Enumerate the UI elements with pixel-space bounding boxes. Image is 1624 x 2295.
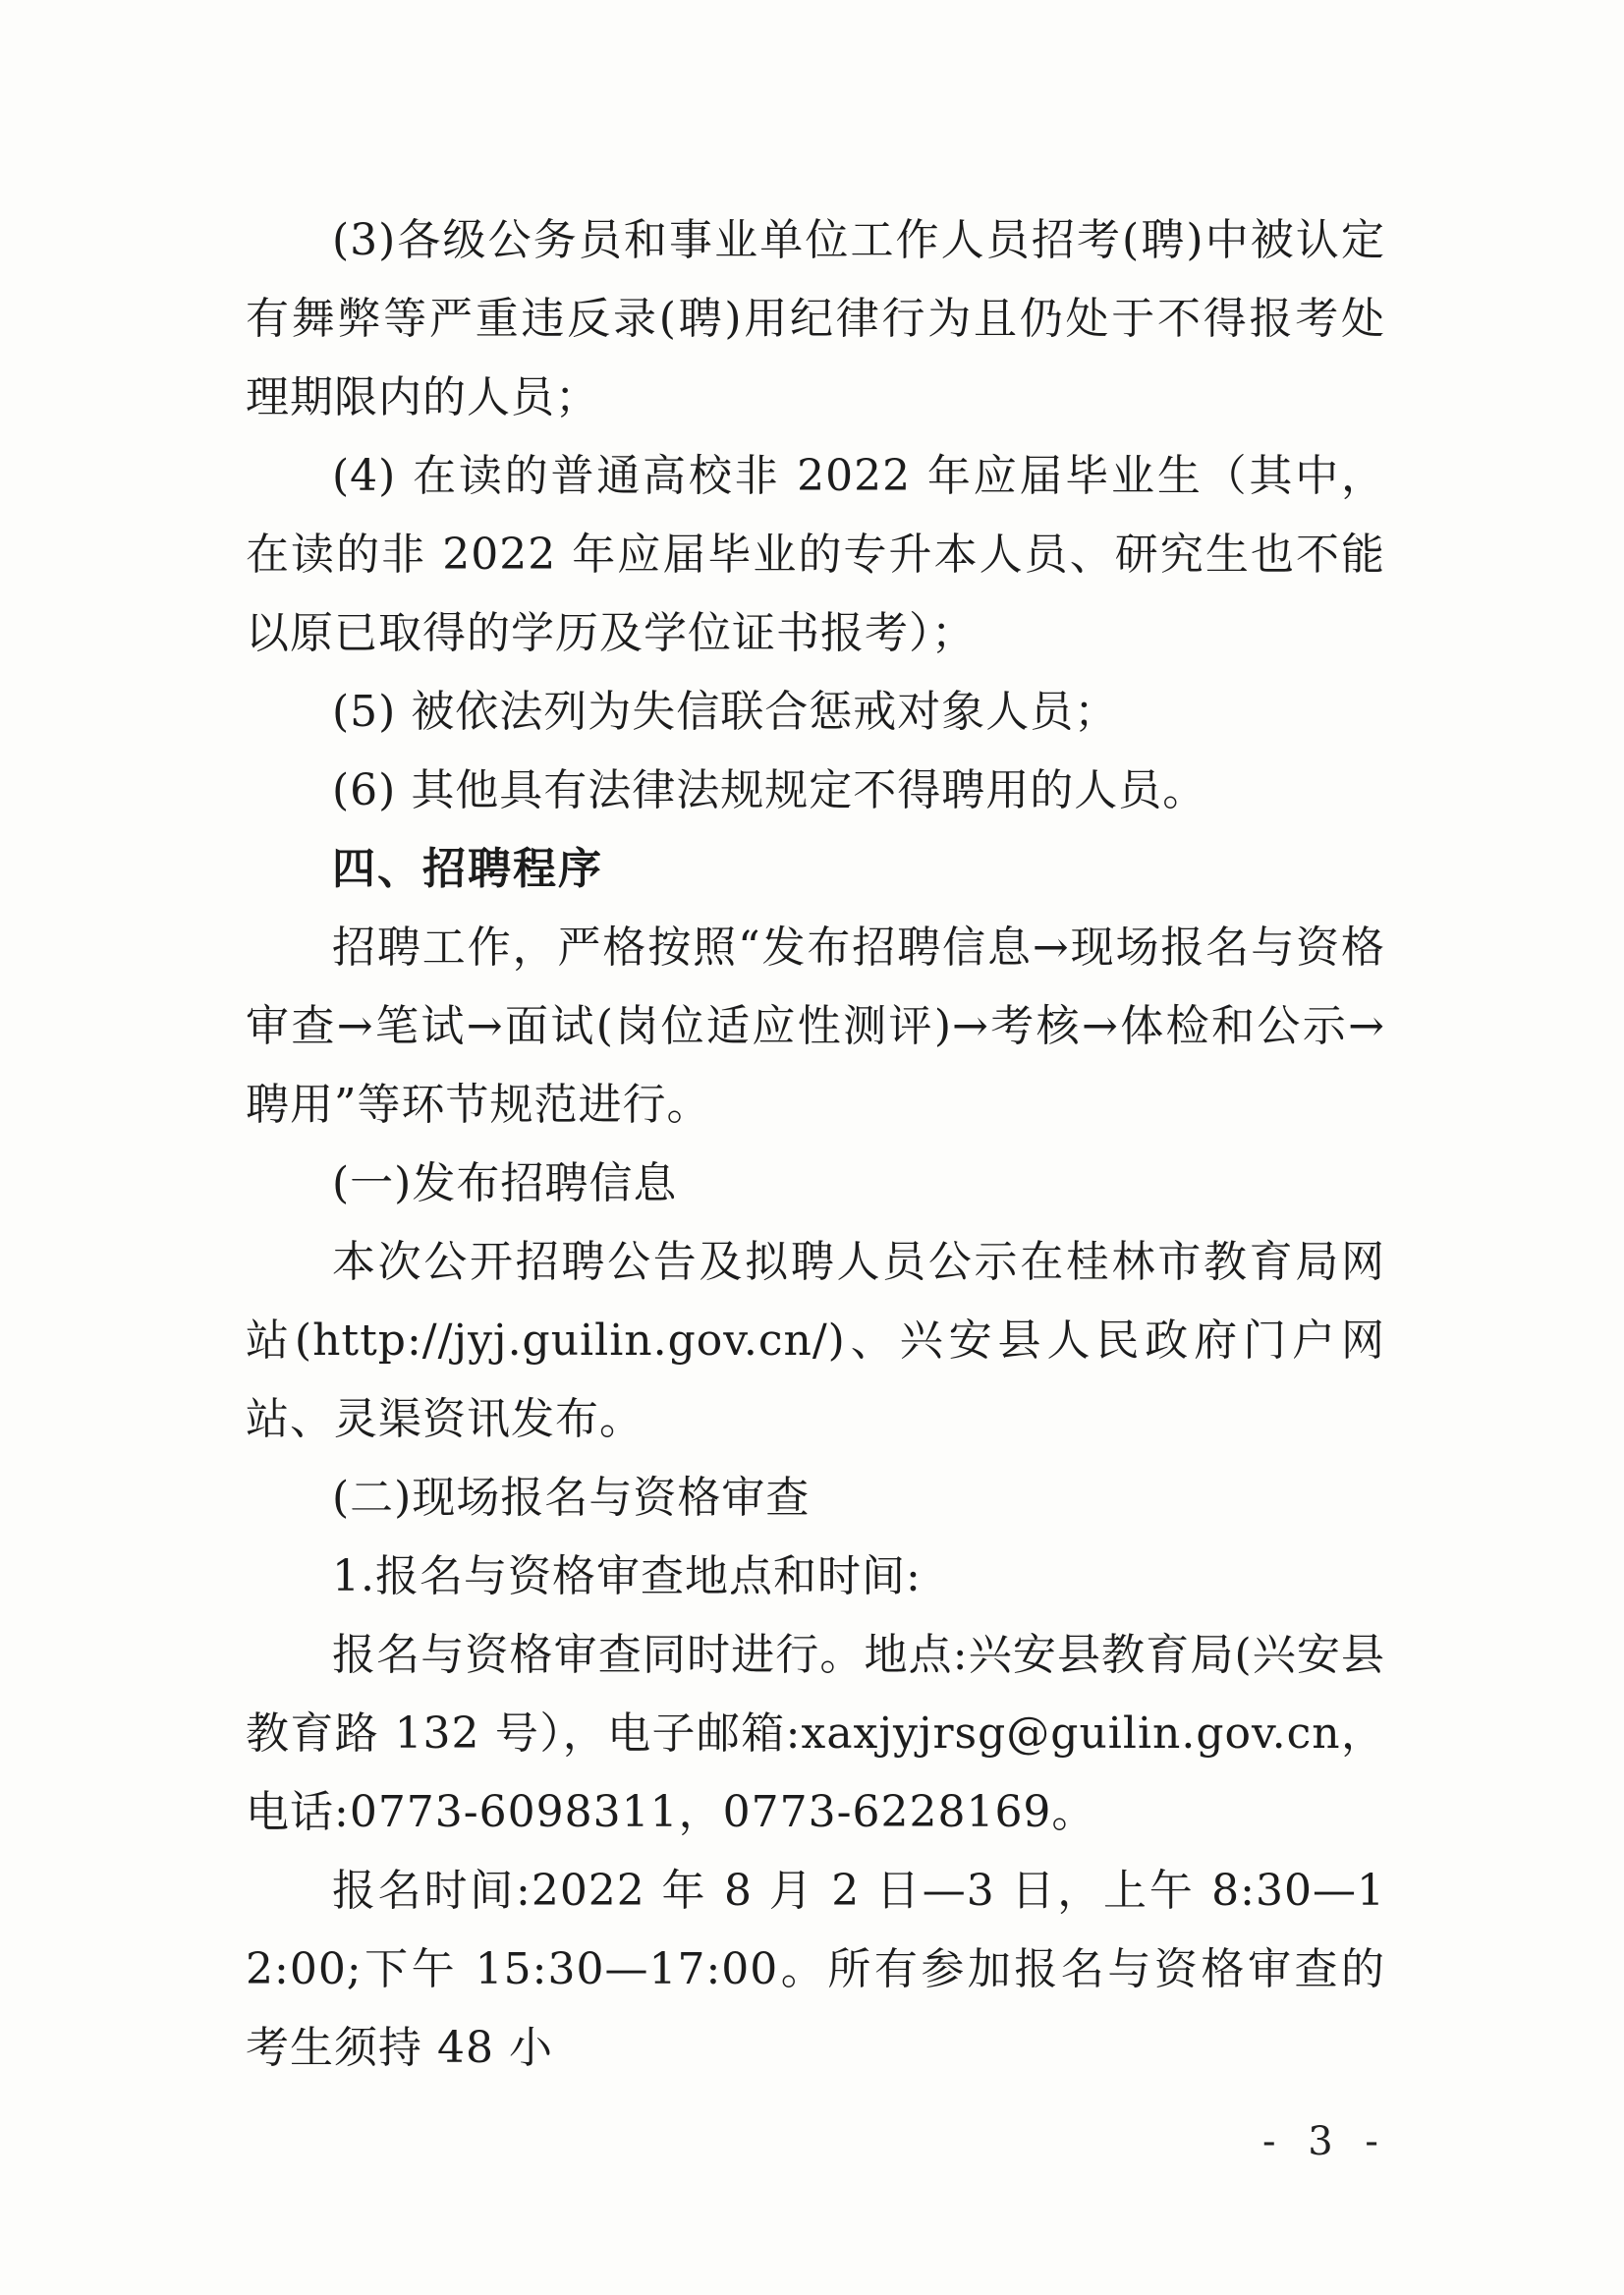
registration-item-one: 1.报名与资格审查地点和时间: [332, 1551, 922, 1601]
paragraph-item-5: (5) 被依法列为失信联合惩戒对象人员； [332, 687, 1119, 737]
paragraph-item-3: (3)各级公务员和事业单位工作人员招考(聘)中被认定有舞弊等严重违反录(聘)用纪律行为且仍处于不得报考处理期限内的人员； [246, 215, 1386, 422]
subsection-heading-registration: (二)现场报名与资格审查 [332, 1473, 811, 1523]
document-body [246, 201, 1385, 2088]
registration-location: 报名与资格审查同时进行。地点:兴安县教育局(兴安县教育路 132 号），电子邮箱:xaxjyjrsg@guilin.gov.cn，电话:0773-6098311，0773-6228169。 [246, 1630, 1385, 1837]
subsection-heading-publish-info: (一)发布招聘信息 [332, 1158, 678, 1208]
section-heading-recruitment-procedure: 四、招聘程序 [332, 844, 603, 894]
registration-time: 报名时间:2022 年 8 月 2 日—3 日，上午 8:30—12:00;下午 15:30—17:00。所有参加报名与资格审查的考生须持 48 小 [246, 1866, 1385, 2073]
publish-info-body: 本次公开招聘公告及拟聘人员公示在桂林市教育局网站(http://jyj.guilin.gov.cn/)、兴安县人民政府门户网站、灵渠资讯发布。 [246, 1237, 1385, 1444]
paragraph-item-4: (4) 在读的普通高校非 2022 年应届毕业生（其中，在读的非 2022 年应届毕业的专升本人员、研究生也不能以原已取得的学历及学位证书报考）； [246, 451, 1385, 658]
page-number: - 3 - [1262, 2119, 1388, 2164]
paragraph-item-6: (6) 其他具有法律法规规定不得聘用的人员。 [332, 765, 1207, 815]
recruitment-procedure-intro: 招聘工作，严格按照“发布招聘信息→现场报名与资格审查→笔试→面试(岗位适应性测评)→考核→体检和公示→聘用”等环节规范进行。 [246, 923, 1385, 1130]
